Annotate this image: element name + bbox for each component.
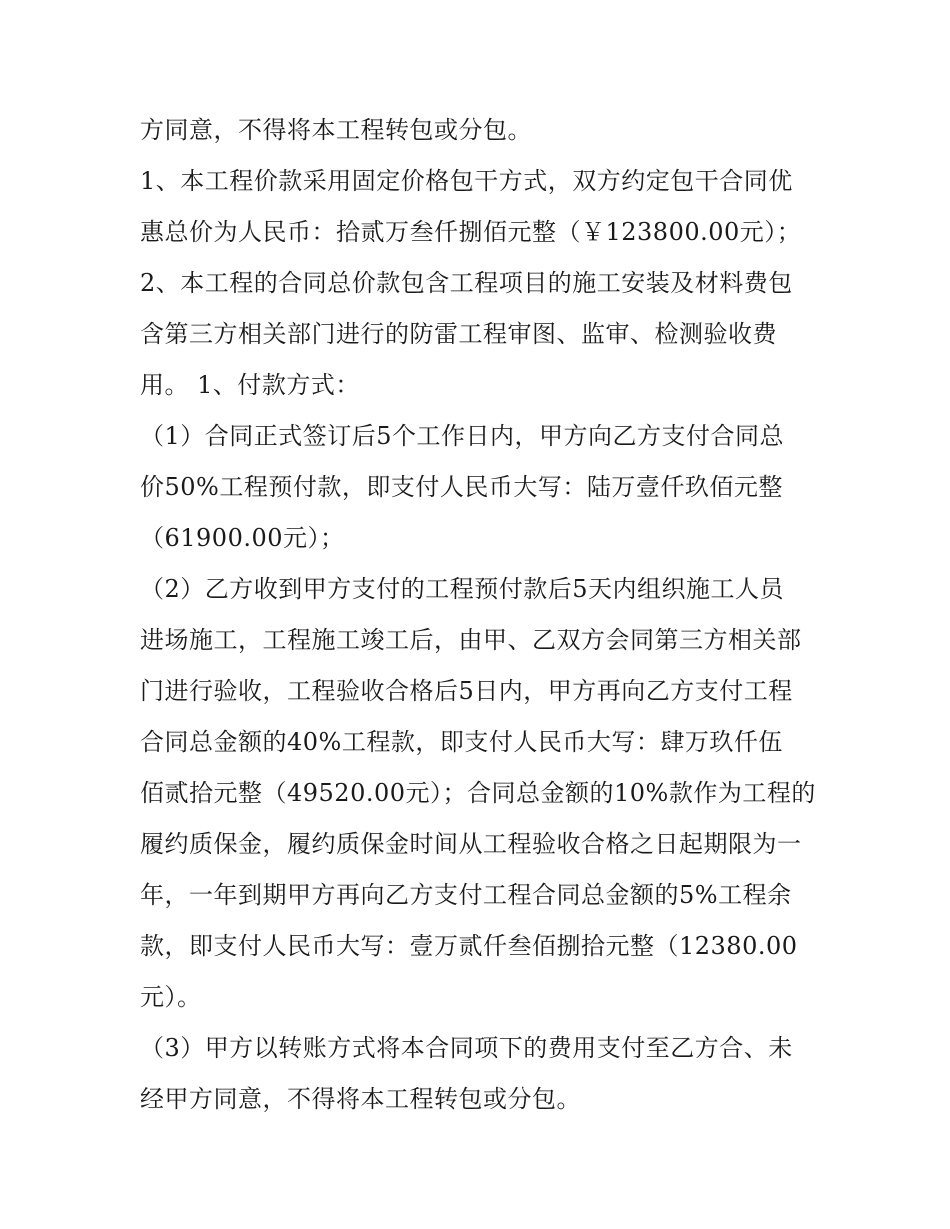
text-line-19: （3）甲方以转账方式将本合同项下的费用支付至乙方合、未: [140, 1034, 793, 1062]
text-line-1: 方同意，不得将本工程转包或分包。: [140, 116, 532, 144]
text-line-4: 2、本工程的合同总价款包含工程项目的施工安装及材料费包: [140, 269, 793, 297]
text-line-6: 用。 1、付款方式：: [140, 371, 360, 399]
text-line-5: 含第三方相关部门进行的防雷工程审图、监审、检测验收费: [140, 320, 777, 348]
text-line-18: 元）。: [140, 983, 202, 1011]
text-line-17: 款，即支付人民币大写：壹万贰仟叁佰捌拾元整（12380.00: [140, 932, 798, 960]
text-line-9: （61900.00元）；: [140, 524, 345, 552]
body-text: [140, 107, 820, 1127]
text-line-10: （2）乙方收到甲方支付的工程预付款后5天内组织施工人员: [140, 575, 785, 603]
text-line-13: 合同总金额的40%工程款，即支付人民币大写：肆万玖仟伍: [140, 728, 783, 756]
text-line-2: 1、本工程价款采用固定价格包干方式，双方约定包干合同优: [140, 167, 793, 195]
text-line-8: 价50%工程预付款，即支付人民币大写：陆万壹仟玖佰元整: [140, 473, 783, 501]
text-line-15: 履约质保金，履约质保金时间从工程验收合格之日起期限为一: [140, 830, 802, 858]
text-line-20: 经甲方同意，不得将本工程转包或分包。: [140, 1085, 581, 1113]
text-line-11: 进场施工，工程施工竣工后，由甲、乙双方会同第三方相关部: [140, 626, 802, 654]
text-line-3: 惠总价为人民币：拾贰万叁仟捌佰元整（￥123800.00元）；: [140, 218, 802, 246]
text-line-16: 年，一年到期甲方再向乙方支付工程合同总金额的5%工程余: [140, 881, 792, 909]
text-line-7: （1）合同正式签订后5个工作日内，甲方向乙方支付合同总: [140, 422, 785, 450]
text-line-14: 佰贰拾元整（49520.00元）；合同总金额的10%款作为工程的: [140, 779, 816, 807]
text-line-12: 门进行验收，工程验收合格后5日内，甲方再向乙方支付工程: [140, 677, 793, 705]
